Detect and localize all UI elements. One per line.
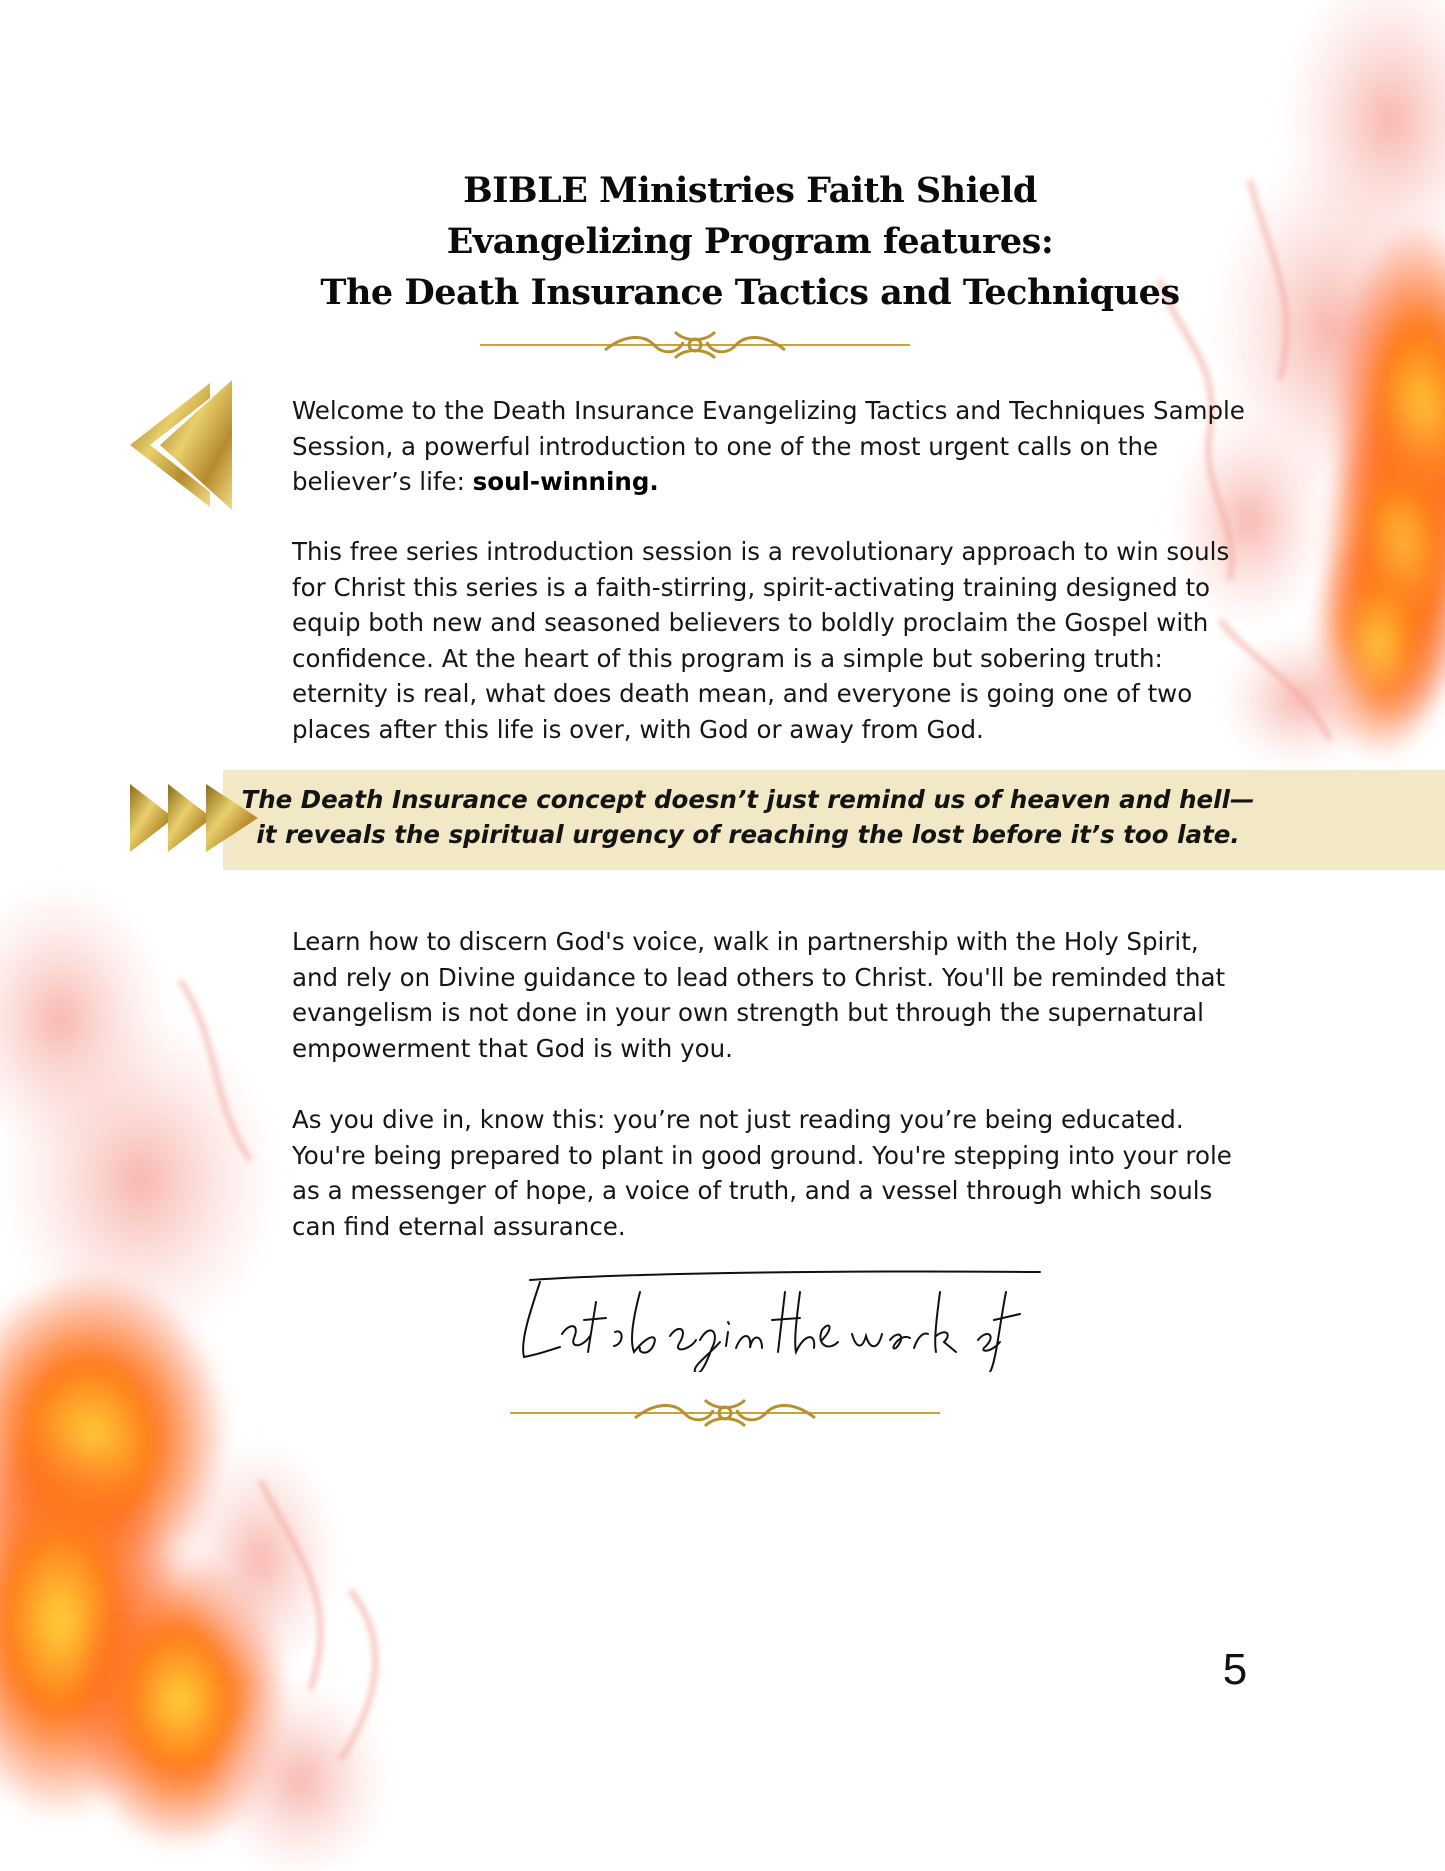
gold-arrow-icon	[130, 380, 235, 510]
paragraph-dive-in: As you dive in, know this: you’re not just reading you’re being educated. You're being prepared to plant in good ground. You're stepping into your role as a messenger of hope, a voice of truth, and a vessel through which souls can find eternal assurance.	[292, 1105, 1232, 1241]
paragraph-intro-emphasis: soul-winning.	[472, 467, 659, 496]
signature-script	[500, 1262, 1060, 1372]
paragraph-intro-text: Welcome to the Death Insurance Evangelizing Tactics and Techniques Sample Session, a powerful introduction to one of the most urgent calls on the believer’s life:	[292, 396, 1245, 496]
page-title	[250, 165, 1250, 318]
paragraph-program: This free series introduction session is a revolutionary approach to win souls for Christ this series is a faith-stirring, spirit-activating training designed to equip both new and seasoned believers to boldly proclaim the Gospel with confidence. At the heart of this program is a simple but sobering truth: eternity is real, what does death mean, and everyone is going one of two places after this life is over, with God or away from God.	[292, 537, 1230, 744]
callout-line-2: it reveals the spiritual urgency of reaching the lost before it’s too late.	[256, 820, 1240, 849]
callout-text	[223, 782, 1273, 852]
callout-line-1: The Death Insurance concept doesn’t just remind us of heaven and hell—	[241, 785, 1255, 814]
paragraph-discern: Learn how to discern God's voice, walk in partnership with the Holy Spirit, and rely on Divine guidance to lead others to Christ. You'll be reminded that evangelism is not done in your own strength but through the supernatural empowerment that God is with you.	[292, 927, 1226, 1063]
ornament-divider-top	[475, 322, 915, 368]
page-number: 5	[1222, 1645, 1248, 1694]
title-line-2: Evangelizing Program features:	[446, 221, 1054, 262]
triple-chevron-icon	[130, 782, 260, 854]
title-line-3: The Death Insurance Tactics and Techniques	[320, 272, 1180, 313]
ornament-divider-bottom	[505, 1390, 945, 1436]
paragraph-intro	[292, 393, 1252, 500]
title-line-1: BIBLE Ministries Faith Shield	[463, 170, 1037, 211]
